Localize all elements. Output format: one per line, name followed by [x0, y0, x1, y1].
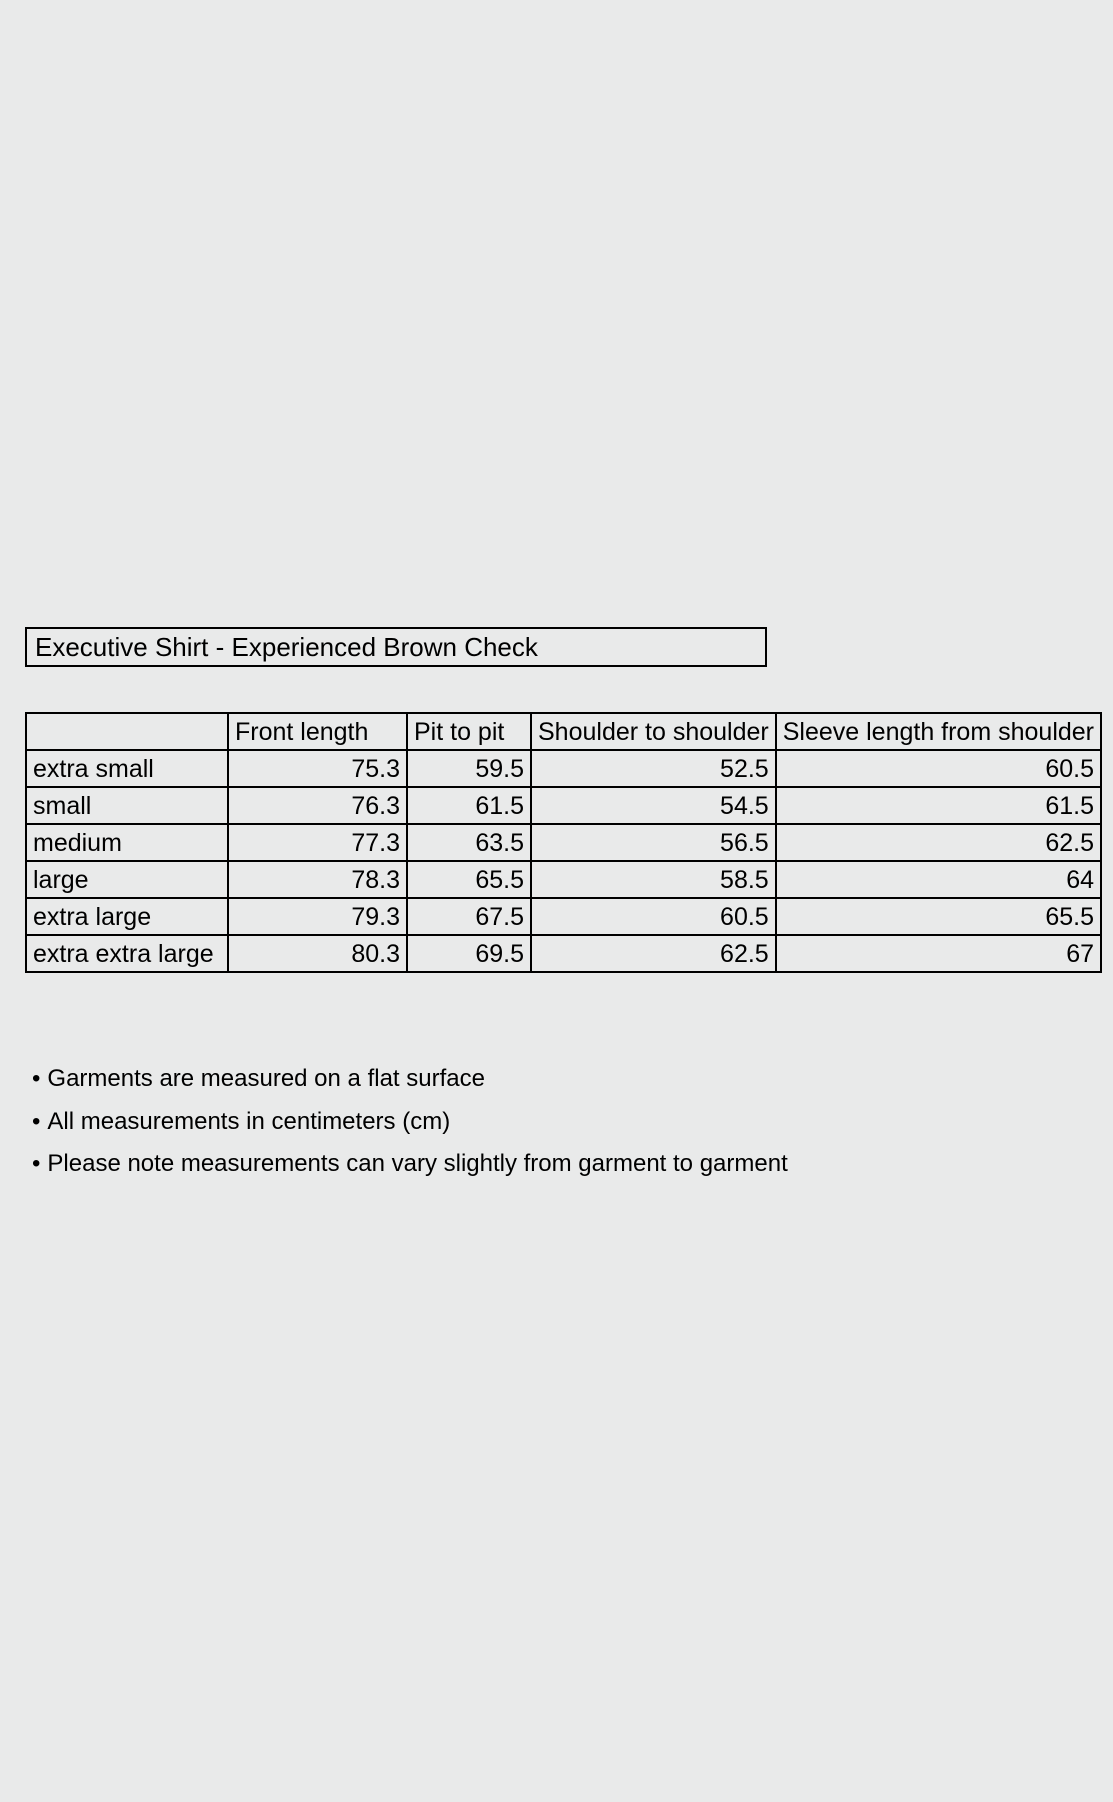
pit-to-pit-value: 69.5	[407, 935, 531, 972]
table-header-row	[26, 713, 1101, 750]
header-cell-size	[26, 713, 228, 750]
note-item: • Garments are measured on a flat surface	[32, 1058, 788, 1101]
size-label: small	[26, 787, 228, 824]
table-row	[26, 935, 1101, 972]
front-length-value: 79.3	[228, 898, 407, 935]
table-row	[26, 861, 1101, 898]
measurement-notes	[32, 1058, 788, 1186]
front-length-value: 78.3	[228, 861, 407, 898]
size-label: extra extra large	[26, 935, 228, 972]
size-label: medium	[26, 824, 228, 861]
note-item: • All measurements in centimeters (cm)	[32, 1101, 788, 1144]
sleeve-length-value: 67	[776, 935, 1101, 972]
header-cell-sleeve-length: Sleeve length from shoulder	[776, 713, 1101, 750]
front-length-value: 80.3	[228, 935, 407, 972]
shoulder-to-shoulder-value: 54.5	[531, 787, 776, 824]
front-length-value: 75.3	[228, 750, 407, 787]
pit-to-pit-value: 67.5	[407, 898, 531, 935]
sleeve-length-value: 62.5	[776, 824, 1101, 861]
table-row	[26, 898, 1101, 935]
size-label: large	[26, 861, 228, 898]
shoulder-to-shoulder-value: 52.5	[531, 750, 776, 787]
table-row	[26, 824, 1101, 861]
sleeve-length-value: 64	[776, 861, 1101, 898]
note-item: • Please note measurements can vary slightly from garment to garment	[32, 1143, 788, 1186]
size-label: extra small	[26, 750, 228, 787]
sleeve-length-value: 60.5	[776, 750, 1101, 787]
sleeve-length-value: 61.5	[776, 787, 1101, 824]
header-cell-shoulder-to-shoulder: Shoulder to shoulder	[531, 713, 776, 750]
front-length-value: 77.3	[228, 824, 407, 861]
sleeve-length-value: 65.5	[776, 898, 1101, 935]
size-label: extra large	[26, 898, 228, 935]
shoulder-to-shoulder-value: 60.5	[531, 898, 776, 935]
pit-to-pit-value: 61.5	[407, 787, 531, 824]
shoulder-to-shoulder-value: 58.5	[531, 861, 776, 898]
header-cell-front-length: Front length	[228, 713, 407, 750]
shoulder-to-shoulder-value: 56.5	[531, 824, 776, 861]
shoulder-to-shoulder-value: 62.5	[531, 935, 776, 972]
table-row	[26, 750, 1101, 787]
header-cell-pit-to-pit: Pit to pit	[407, 713, 531, 750]
pit-to-pit-value: 63.5	[407, 824, 531, 861]
table-row	[26, 787, 1101, 824]
pit-to-pit-value: 59.5	[407, 750, 531, 787]
size-chart-table	[25, 712, 1102, 973]
document-title: Executive Shirt - Experienced Brown Check	[25, 627, 767, 667]
front-length-value: 76.3	[228, 787, 407, 824]
pit-to-pit-value: 65.5	[407, 861, 531, 898]
